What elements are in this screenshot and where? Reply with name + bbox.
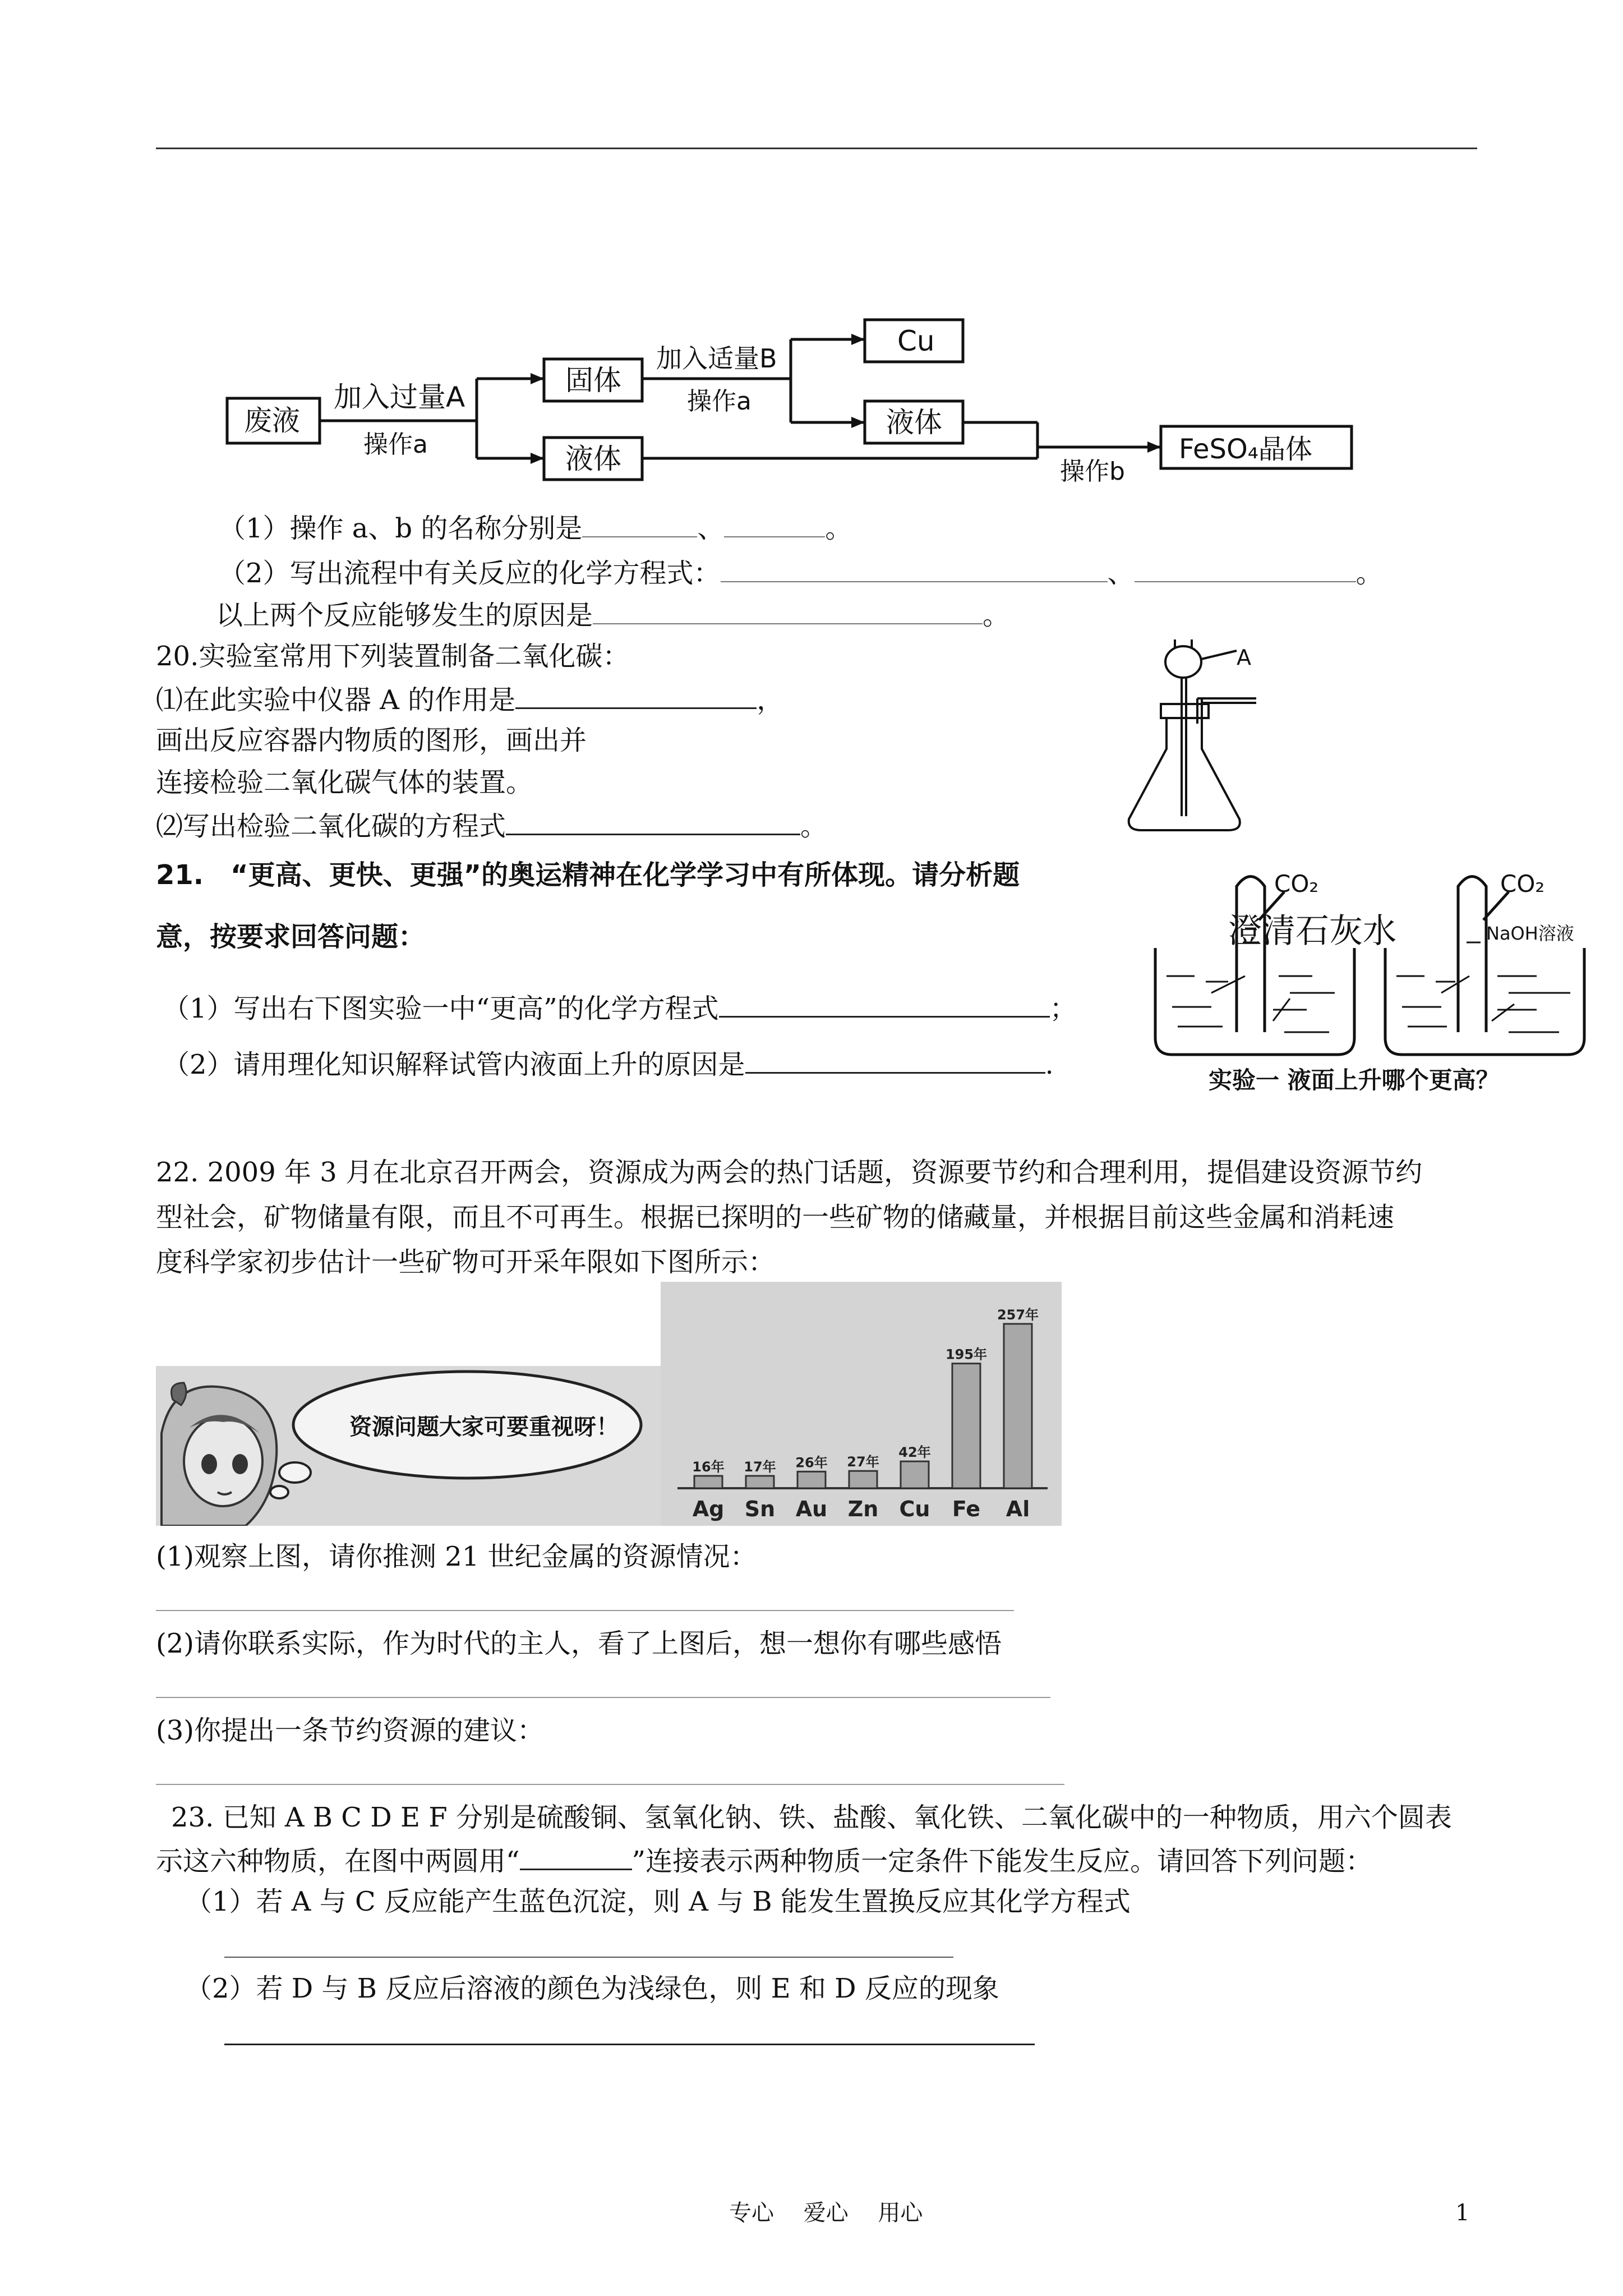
q22-part2: (2)请你联系实际，作为时代的主人，看了上图后，想一想你有哪些感悟 [156, 1628, 1002, 1659]
tick-label-al: Al [1006, 1497, 1030, 1521]
data-label-fe: 195年 [945, 1346, 988, 1363]
tick-label-ag: Ag [692, 1497, 725, 1521]
data-label-sn: 17年 [744, 1459, 776, 1475]
q20-line2: 画出反应容器内物质的图形，画出并 [156, 725, 587, 756]
q23-answer-line-1[interactable] [224, 1957, 953, 1958]
q20-line3: 连接检验二氧化碳气体的装置。 [156, 767, 533, 798]
figure-caption: 实验一 液面上升哪个更高？ [1209, 1066, 1500, 1094]
q22-part1: (1)观察上图，请你推测 21 世纪金属的资源情况： [156, 1541, 757, 1572]
q23-question2: （2）若 D 与 B 反应后溶液的颜色为浅绿色，则 E 和 D 反应的现象 [185, 1973, 999, 2004]
q22-line2: 型社会，矿物储量有限，而且不可再生。根据已探明的一些矿物的储藏量，并根据目前这些金属和消耗速 [156, 1202, 1395, 1233]
mining-years-chart [661, 1282, 1062, 1526]
flow-product-label: FeSO₄晶体 [1179, 434, 1313, 465]
label-a: A [1237, 645, 1251, 670]
co2-left-label: CO₂ [1274, 870, 1319, 898]
data-label-zn: 27年 [847, 1454, 879, 1470]
q23-question1: （1）若 A 与 C 反应能产生蓝色沉淀，则 A 与 B 能发生置换反应其化学方程式 [185, 1886, 1131, 1917]
girl-cartoon-icon [162, 1383, 276, 1526]
q21-line1: 21. “更高、更快、更强”的奥运精神在化学学习中有所体现。请分析题 [156, 859, 1020, 891]
q22-answer-line-2[interactable] [156, 1697, 1050, 1698]
q21-question1: （1）写出右下图实验一中“更高”的化学方程式 ； [163, 990, 1077, 1025]
co2-right-label: CO₂ [1500, 870, 1545, 898]
funnel-bulb [1165, 646, 1201, 678]
q20-line4: ⑵写出检验二氧化碳的方程式 。 [156, 808, 827, 843]
bubble-text: 资源问题大家可要重视呀！ [349, 1414, 619, 1440]
co2-experiment-figure [1144, 864, 1604, 1105]
flow-op-a2-label: 操作a [687, 387, 751, 416]
q22-answer-line-3[interactable] [156, 1784, 1064, 1785]
blank-op-b[interactable] [724, 510, 825, 537]
blank-higher-equation[interactable] [719, 990, 1050, 1018]
tick-label-au: Au [795, 1497, 828, 1521]
flow-op-b-label: 操作b [1060, 457, 1125, 486]
flow-add-a-label: 加入过量A [334, 381, 465, 413]
bar-al [1004, 1324, 1032, 1488]
bar-ag [694, 1476, 722, 1488]
data-label-au: 26年 [795, 1455, 828, 1471]
bar-fe [952, 1364, 980, 1488]
flow-waste-label: 废液 [244, 404, 300, 437]
blank-instrument-a[interactable] [515, 682, 757, 709]
flow-cu-label: Cu [897, 325, 935, 357]
flow-liquid2-label: 液体 [886, 406, 942, 439]
blank-test-equation[interactable] [506, 808, 800, 835]
footer-center: 专心 爱心 用心 [729, 2200, 923, 2226]
bar-sn [746, 1476, 774, 1488]
data-label-cu: 42年 [898, 1444, 931, 1461]
flow-liquid1-label: 液体 [565, 443, 621, 475]
q22-line1: 22. 2009 年 3 月在北京召开两会，资源成为两会的热门话题，资源要节约和合理利用，提倡建设资源节约 [156, 1157, 1423, 1188]
limewater-label: 澄清石灰水 [1228, 912, 1396, 951]
flow-add-b-label: 加入适量B [656, 343, 777, 374]
q19-line1: （1）操作 a、b 的名称分别是 、 。 [219, 510, 852, 545]
blank-reason[interactable] [593, 597, 983, 624]
connector-line-sample [520, 1843, 632, 1870]
tick-label-cu: Cu [899, 1497, 930, 1521]
data-label-al: 257年 [997, 1307, 1039, 1323]
tick-label-zn: Zn [847, 1497, 879, 1521]
q20-title: 20.实验室常用下列装置制备二氧化碳： [156, 641, 630, 672]
q23-line2: 示这六种物质，在图中两圆用“ ”连接表示两种物质一定条件下能发生反应。请回答下列问题： [156, 1843, 1372, 1878]
q21-line2: 意，按要求回答问题： [156, 921, 426, 953]
q23-line1: 23. 已知 A B C D E F 分别是硫酸铜、氢氧化钠、铁、盐酸、氧化铁、二氧化碳中的一种物质，用六个圆表 [171, 1802, 1452, 1833]
q22-answer-line-1[interactable] [156, 1610, 1014, 1611]
q22-line3: 度科学家初步估计一些矿物可开采年限如下图所示： [156, 1246, 776, 1278]
tick-label-fe: Fe [952, 1497, 981, 1521]
cartoon-panel [156, 1366, 661, 1526]
flask-apparatus [1119, 637, 1298, 839]
q20-line1: ⑴在此实验中仪器 A 的作用是 ， [156, 682, 783, 717]
blank-equation-2[interactable] [1135, 555, 1356, 582]
naoh-label: NaOH溶液 [1486, 923, 1574, 944]
q21-question2: （2）请用理化知识解释试管内液面上升的原因是 . [163, 1046, 1054, 1082]
q19-line2: （2）写出流程中有关反应的化学方程式： 、 。 [219, 555, 1383, 590]
flow-solid-label: 固体 [565, 364, 621, 397]
page-number: 1 [1455, 2200, 1470, 2226]
bar-cu [901, 1461, 929, 1488]
blank-equation-1[interactable] [721, 555, 1108, 582]
flow-op-a1-label: 操作a [363, 430, 428, 459]
q22-part3: (3)你提出一条节约资源的建议： [156, 1715, 544, 1746]
q19-line3: 以上两个反应能够发生的原因是 。 [216, 597, 1009, 632]
header-rule [156, 148, 1477, 149]
flow-diagram [213, 306, 1368, 491]
blank-rise-reason[interactable] [745, 1046, 1045, 1074]
blank-op-a[interactable] [582, 510, 697, 537]
tick-label-sn: Sn [744, 1497, 776, 1521]
bar-zn [849, 1471, 877, 1488]
bar-au [797, 1471, 826, 1488]
data-label-ag: 16年 [692, 1459, 725, 1475]
q23-answer-line-2[interactable] [224, 2044, 1035, 2045]
